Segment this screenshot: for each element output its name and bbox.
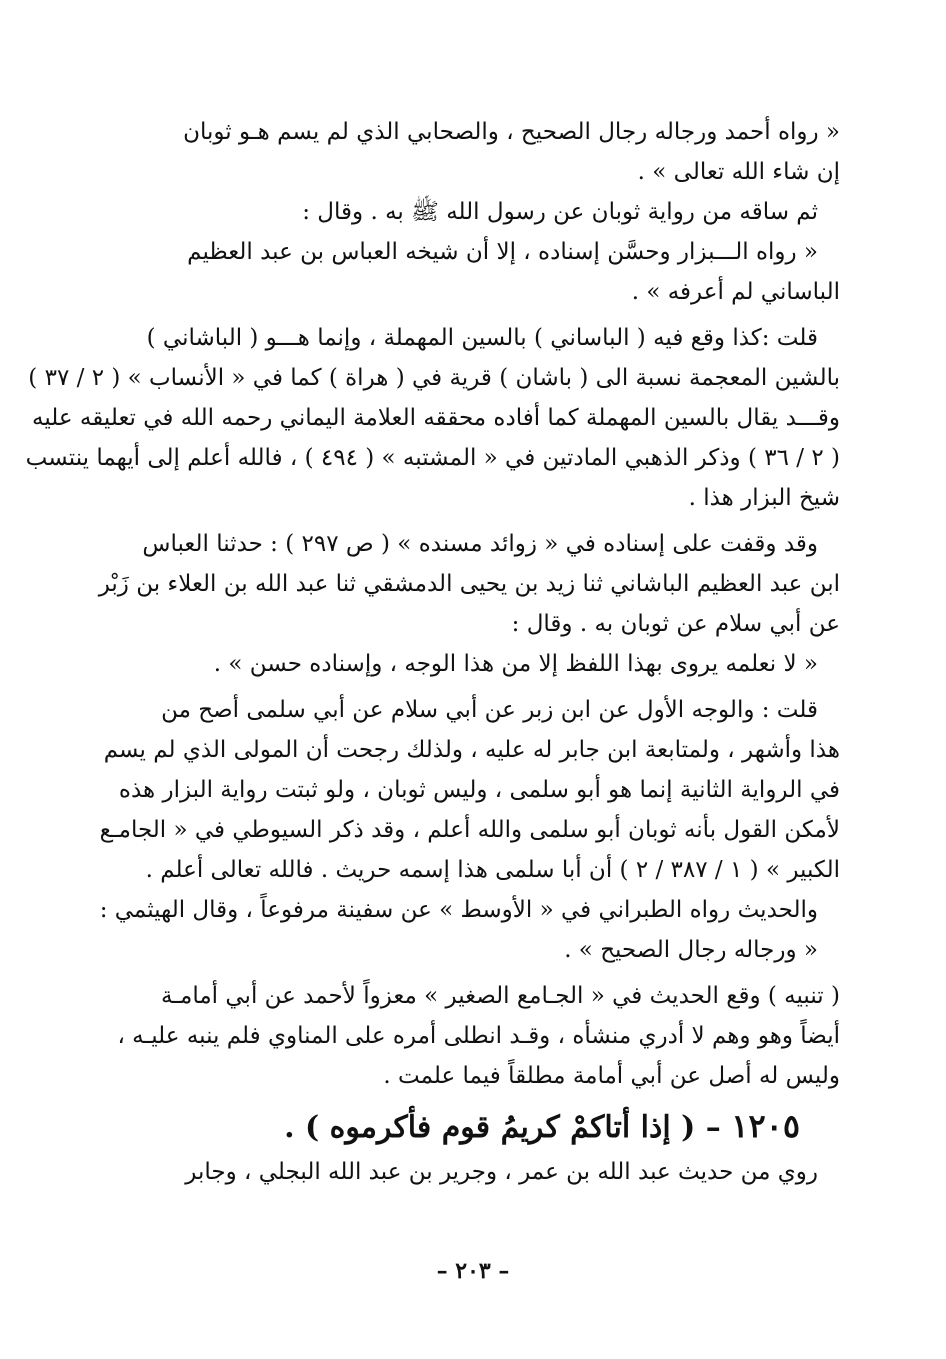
text-line: قلت :كذا وقع فيه ( الباساني ) بالسين المهملة ، وإنما هـــو ( الباشاني ) bbox=[146, 325, 818, 351]
text-line: في الرواية الثانية إنما هو أبو سلمى ، وليس ثوبان ، ولو ثبتت رواية البزار هذه bbox=[118, 777, 840, 803]
text-line: « ورجاله رجال الصحيح » . bbox=[564, 937, 818, 963]
text-line: ثم ساقه من رواية ثوبان عن رسول الله ﷺ به . وقال : bbox=[302, 199, 818, 225]
text-line: « لا نعلمه يروى بهذا اللفظ إلا من هذا الوجه ، وإسناده حسن » . bbox=[213, 651, 818, 677]
text-line: وليس له أصل عن أبي أمامة مطلقاً فيما علمت . bbox=[383, 1063, 840, 1089]
paragraph-6 bbox=[110, 976, 840, 1096]
text-line: إن شاء الله تعالى » . bbox=[637, 159, 840, 185]
text-line: عن أبي سلام عن ثوبان به . وقال : bbox=[511, 611, 840, 637]
text-line: وقد وقفت على إسناده في « زوائد مسنده » ( ص ٢٩٧ ) : حدثنا العباس bbox=[142, 531, 818, 557]
text-line: بالشين المعجمة نسبة الى ( باشان ) قرية في ( هراة ) كما في « الأنساب » ( ٢ / ٣٧ ) bbox=[28, 365, 840, 391]
text-line: الباساني لم أعرفه » . bbox=[631, 279, 840, 305]
text-line: ( ٢ / ٣٦ ) وذكر الذهبي المادتين في « المشتبه » ( ٤٩٤ ) ، فالله أعلم إلى أيهما ينتسب bbox=[25, 445, 840, 471]
text-line: الكبير » ( ١ / ٣٨٧ / ٢ ) أن أبا سلمى هذا إسمه حريث . فالله تعالى أعلم . bbox=[145, 857, 840, 883]
hadith-heading bbox=[110, 1100, 840, 1152]
text-line: « رواه أحمد ورجاله رجال الصحيح ، والصحابي الذي لم يسم هـو ثوبان bbox=[183, 119, 840, 145]
text-line: وقـــد يقال بالسين المهملة كما أفاده محققه العلامة اليماني رحمه الله في تعليقه عليه bbox=[32, 405, 840, 431]
text-line: قلت : والوجه الأول عن ابن زبر عن أبي سلام عن أبي سلمى أصح من bbox=[161, 697, 818, 723]
text-line: لأمكن القول بأنه ثوبان أبو سلمى والله أعلم ، وقد ذكر السيوطي في « الجامـع bbox=[99, 817, 840, 843]
hadith-number: ١٢٠٥ bbox=[731, 1107, 800, 1145]
hadith-title: – ( إذا أتاكمْ كريمُ قوم فأكرموه ) . bbox=[284, 1110, 721, 1145]
text-line: أيضاً وهو وهم لا أدري منشأه ، وقـد انطلى أمره على المناوي فلم ينبه عليـه ، bbox=[117, 1023, 840, 1049]
paragraph-2 bbox=[110, 192, 840, 312]
page-number: – ٢٠٣ – bbox=[436, 1258, 510, 1284]
paragraph-5 bbox=[99, 690, 840, 970]
text-line: والحديث رواه الطبراني في « الأوسط » عن سفينة مرفوعاً ، وقال الهيثمي : bbox=[99, 897, 818, 923]
page-body bbox=[25, 112, 840, 1192]
paragraph-3 bbox=[25, 318, 840, 518]
text-line: ( تنبيه ) وقع الحديث في « الجـامع الصغير » معزواً لأحمد عن أبي أمامـة bbox=[160, 983, 840, 1009]
text-line: « رواه الـــبزار وحسَّن إسناده ، إلا أن شيخه العباس بن عبد العظيم bbox=[187, 239, 818, 265]
text-line: ابن عبد العظيم الباشاني ثنا زيد بن يحيى الدمشقي ثنا عبد الله بن العلاء بن زَبْر bbox=[98, 571, 840, 597]
paragraph-4 bbox=[98, 524, 840, 684]
paragraph-1 bbox=[110, 112, 840, 192]
text-line: شيخ البزار هذا . bbox=[688, 485, 840, 511]
text-line: هذا وأشهر ، ولمتابعة ابن جابر له عليه ، ولذلك رجحت أن المولى الذي لم يسم bbox=[103, 737, 840, 763]
text-line: روي من حديث عبد الله بن عمر ، وجرير بن عبد الله البجلي ، وجابر bbox=[185, 1159, 818, 1185]
